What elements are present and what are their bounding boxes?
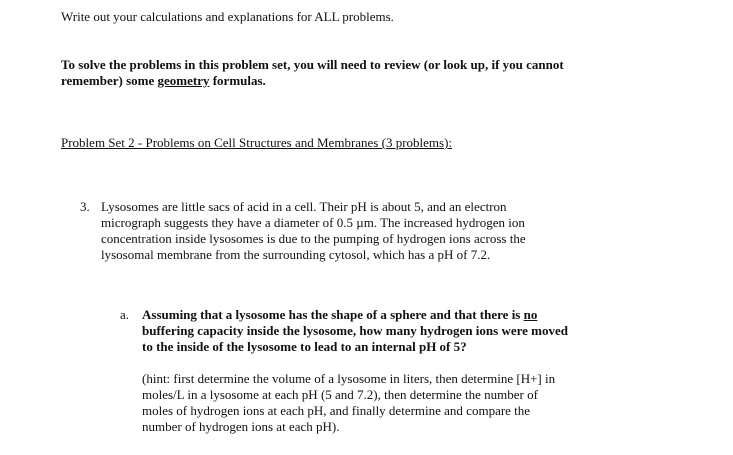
geometry-link[interactable]: geometry	[157, 73, 210, 88]
part-a-hint-line: (hint: first determine the volume of a lysosome in liters, then determine [H+] in	[142, 371, 556, 386]
note-line-2	[61, 73, 266, 89]
part-a-label: a.	[120, 307, 130, 322]
part-a-question-line: to the inside of the lysosome to lead to an internal pH of 5?	[142, 339, 467, 354]
problem-text-line: micrograph suggests they have a diameter of 0.5 µm. The increased hydrogen ion	[101, 215, 525, 230]
problem-set-title: Problem Set 2 - Problems on Cell Structures and Membranes (3 problems):	[61, 135, 453, 150]
part-a-emphasis-no: no	[523, 307, 538, 322]
instructions-text: Write out your calculations and explanations for ALL problems.	[61, 9, 394, 24]
part-a-question-line	[142, 307, 537, 323]
part-a-hint-line: moles of hydrogen ions at each pH, and finally determine and compare the	[142, 403, 531, 418]
part-a-question-line: buffering capacity inside the lysosome, how many hydrogen ions were moved	[142, 323, 568, 338]
problem-text-line: lysosomal membrane from the surrounding cytosol, which has a pH of 7.2.	[101, 247, 491, 262]
note-line-1: To solve the problems in this problem set, you will need to review (or look up, if you cannot	[61, 57, 564, 72]
part-a-question-start: Assuming that a lysosome has the shape of a sphere and that there is	[142, 307, 524, 322]
note-line-2-start: remember) some	[61, 73, 158, 88]
problem-text-line: Lysosomes are little sacs of acid in a cell. Their pH is about 5, and an electron	[101, 199, 507, 214]
problem-number: 3.	[80, 199, 90, 214]
part-a-hint-line: number of hydrogen ions at each pH).	[142, 419, 340, 434]
problem-text-line: concentration inside lysosomes is due to the pumping of hydrogen ions across the	[101, 231, 526, 246]
part-a-hint-line: moles/L in a lysosome at each pH (5 and 7.2), then determine the number of	[142, 387, 538, 402]
note-line-2-end: formulas.	[209, 73, 266, 88]
